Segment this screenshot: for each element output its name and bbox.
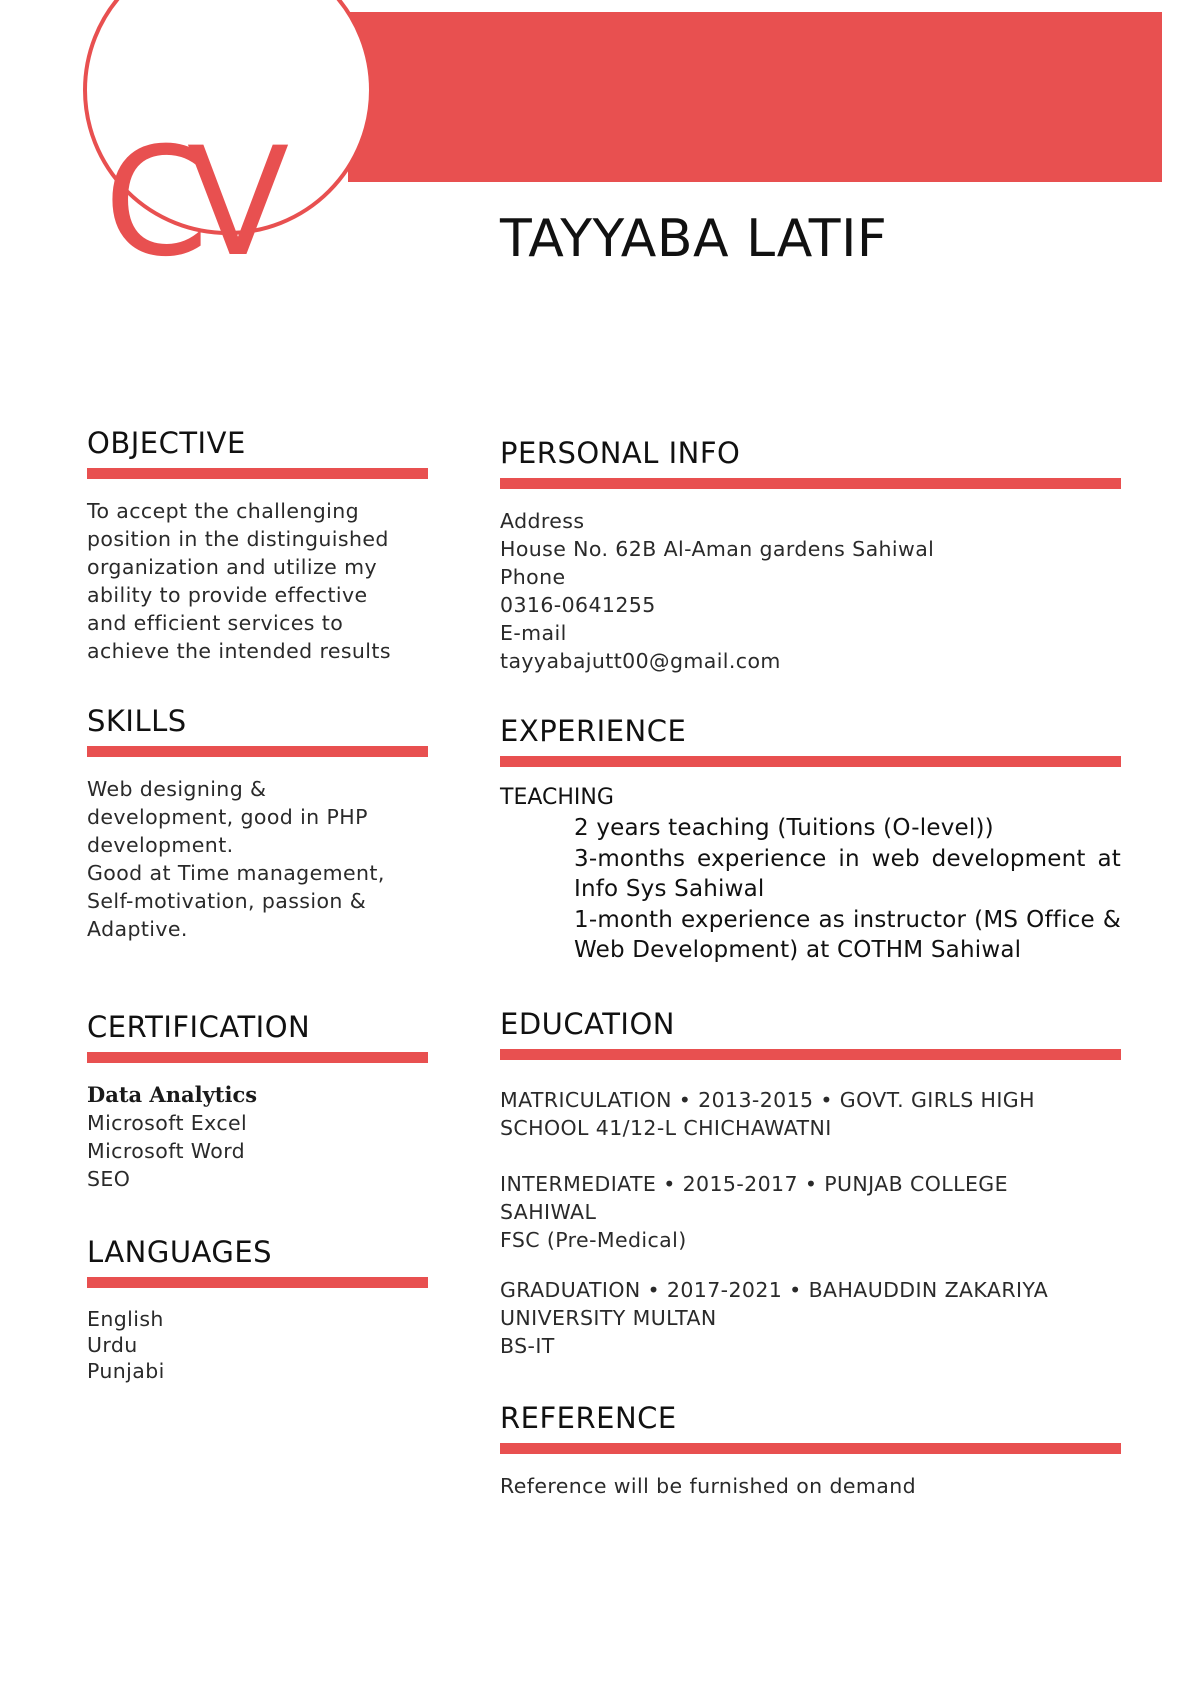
section-title-personal-info: PERSONAL INFO <box>500 436 741 470</box>
certification-item: Microsoft Word <box>87 1139 246 1163</box>
education-line: BS-IT <box>500 1334 555 1358</box>
language-item: Urdu <box>87 1333 138 1357</box>
section-rule <box>500 1049 1121 1060</box>
education-entry <box>500 1276 1090 1360</box>
section-title-skills: SKILLS <box>87 704 187 738</box>
reference-section <box>500 1400 1121 1500</box>
languages-list <box>87 1306 428 1384</box>
section-rule <box>500 756 1121 767</box>
section-rule <box>87 1277 428 1288</box>
section-rule <box>87 468 428 479</box>
text-line: Good at Time management, <box>87 861 385 885</box>
education-entry <box>500 1086 1090 1142</box>
language-item: English <box>87 1307 164 1331</box>
certification-item: Data Analytics <box>87 1082 258 1107</box>
section-rule <box>500 478 1121 489</box>
certification-section <box>87 1009 428 1193</box>
education-line: FSC (Pre-Medical) <box>500 1228 687 1252</box>
candidate-name: TAYYABA LATIF <box>500 209 888 269</box>
section-rule <box>500 1443 1121 1454</box>
education-entry <box>500 1170 1090 1254</box>
certification-item: Microsoft Excel <box>87 1111 248 1135</box>
text-line: organization and utilize my <box>87 555 377 579</box>
section-title-experience: EXPERIENCE <box>500 714 687 748</box>
experience-heading: TEACHING <box>500 785 614 810</box>
address-value: House No. 62B Al-Aman gardens Sahiwal <box>500 537 935 561</box>
text-line: development, good in PHP <box>87 805 368 829</box>
text-line: Self-motivation, passion & <box>87 889 367 913</box>
email-label: E-mail <box>500 621 567 645</box>
address-label: Address <box>500 509 585 533</box>
text-line: To accept the challenging <box>87 499 360 523</box>
certification-item: SEO <box>87 1167 131 1191</box>
section-rule <box>87 1052 428 1063</box>
education-section <box>500 1006 1121 1360</box>
experience-section <box>500 713 1121 966</box>
experience-item: 3-months experience in web development at Info Sys Sahiwal <box>574 845 1121 902</box>
objective-text <box>87 497 428 665</box>
text-line: and efficient services to <box>87 611 344 635</box>
text-line: Web designing & <box>87 777 267 801</box>
skills-text <box>87 775 428 943</box>
section-title-languages: LANGUAGES <box>87 1235 273 1269</box>
text-line: ability to provide effective <box>87 583 368 607</box>
email-value: tayyabajutt00@gmail.com <box>500 649 781 673</box>
text-line: achieve the intended results <box>87 639 391 663</box>
certification-list <box>87 1081 428 1193</box>
header-banner <box>348 12 1162 182</box>
personal-info-details <box>500 507 1121 675</box>
text-line: development. <box>87 833 234 857</box>
education-line: INTERMEDIATE • 2015-2017 • PUNJAB COLLEGE SAHIWAL <box>500 1172 1008 1224</box>
section-title-reference: REFERENCE <box>500 1401 677 1435</box>
objective-section <box>87 425 428 665</box>
education-line: GRADUATION • 2017-2021 • BAHAUDDIN ZAKARIYA UNIVERSITY MULTAN <box>500 1278 1049 1330</box>
section-rule <box>87 746 428 757</box>
phone-value: 0316-0641255 <box>500 593 656 617</box>
cv-logo: CV <box>104 116 268 290</box>
personal-info-section <box>500 435 1121 675</box>
education-list <box>500 1086 1090 1360</box>
section-title-certification: CERTIFICATION <box>87 1010 311 1044</box>
section-title-education: EDUCATION <box>500 1007 676 1041</box>
phone-label: Phone <box>500 565 566 589</box>
reference-text: Reference will be furnished on demand <box>500 1474 917 1498</box>
languages-section <box>87 1234 428 1384</box>
education-line: MATRICULATION • 2013-2015 • GOVT. GIRLS HIGH SCHOOL 41/12-L CHICHAWATNI <box>500 1088 1035 1140</box>
language-item: Punjabi <box>87 1359 165 1383</box>
text-line: position in the distinguished <box>87 527 389 551</box>
experience-item: 1-month experience as instructor (MS Office & Web Development) at COTHM Sahiwal <box>574 906 1121 963</box>
section-title-objective: OBJECTIVE <box>87 426 246 460</box>
experience-item: 2 years teaching (Tuitions (O-level)) <box>574 815 994 841</box>
skills-section <box>87 703 428 943</box>
text-line: Adaptive. <box>87 917 188 941</box>
